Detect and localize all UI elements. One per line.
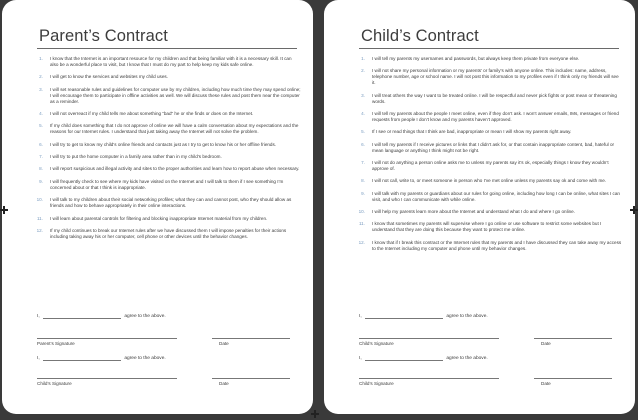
contract-item (25, 216, 301, 222)
contract-item (347, 191, 623, 203)
item-number: 5. (39, 123, 43, 129)
item-text: I will not do anything a person online asks me to unless my parents say it’s ok, especially things I know they wouldn’t approve of. (372, 159, 609, 171)
agreement-suffix: agree to the above. (446, 314, 488, 319)
item-text: If my child does something that I do not approve of online we will have a calm conversation about my expectations and the reasons for our Internet rules. I understand that just taking away the Internet will not solve the problem. (50, 123, 299, 135)
agreement-prefix: I, (359, 356, 362, 361)
contract-item (347, 221, 623, 233)
contract-item (347, 93, 623, 105)
date-label: Date (219, 341, 229, 346)
signature-blank[interactable] (359, 378, 499, 379)
item-text: I know that if I break this contract or the Internet rules that my parents and I have discussed they can take away my access to the Internet including my computer and phone until my behavior changes. (372, 239, 622, 251)
item-number: 8. (39, 166, 43, 172)
item-number: 1. (361, 56, 365, 61)
item-text: I will try to get to know my child’s online friends and contacts just as I try to get to know his or her offline friends. (50, 141, 277, 147)
item-text: I will treat others the way I want to be treated online. I will be respectful and never pick fights or post mean or threatening words. (372, 92, 617, 104)
item-number: 7. (361, 159, 365, 165)
signature-label: Child’s Signature (359, 341, 394, 346)
contract-item (25, 228, 301, 240)
contract-item (347, 178, 623, 184)
contract-item (25, 154, 301, 160)
item-text: I will set reasonable rules and guidelines for computer use by my children, including how much time they may spend online; I will encourage them to participate in offline activities as well. We will discuss these rules and post them near the computer as a reminder. (50, 86, 301, 104)
agreement-line (359, 314, 615, 319)
contract-item (347, 240, 623, 252)
contract-item (25, 197, 301, 209)
item-number: 2. (39, 74, 43, 80)
name-blank[interactable] (365, 314, 443, 319)
item-number: 9. (361, 190, 365, 196)
item-number: 12. (36, 227, 43, 233)
signature-row (37, 378, 293, 390)
contract-item (347, 56, 623, 62)
agreement-line (359, 356, 615, 361)
agreement-prefix: I, (37, 356, 40, 361)
date-blank[interactable] (534, 378, 612, 379)
item-number: 11. (36, 215, 43, 221)
item-number: 12. (358, 239, 365, 245)
item-text: I will report suspicious and illegal activity and sites to the proper authorities and learn how to report abuse when necessary. (50, 166, 300, 172)
item-number: 11. (358, 221, 365, 227)
name-blank[interactable] (43, 314, 121, 319)
contract-item (25, 56, 301, 68)
item-number: 6. (361, 141, 365, 147)
contract-item-list (347, 56, 623, 252)
contract-item (25, 87, 301, 105)
agreement-suffix: agree to the above. (446, 356, 488, 361)
signature-row (359, 378, 615, 390)
agreement-prefix: I, (37, 314, 40, 319)
date-label: Date (219, 381, 229, 386)
contract-item (25, 74, 301, 80)
childs-contract-page (324, 0, 635, 414)
item-number: 8. (361, 178, 365, 184)
item-text: I will frequently check to see where my kids have visited on the Internet and I will talk to them if I see something I’m concerned about or that I think is inappropriate. (50, 178, 284, 190)
item-number: 4. (39, 110, 43, 116)
date-blank[interactable] (212, 338, 290, 339)
signature-blank[interactable] (37, 338, 177, 339)
signature-blank[interactable] (37, 378, 177, 379)
item-text: I will talk to my children about their social networking profiles; what they can and cannot post, who they should allow as friends and how to behave appropriately in their online interactions. (50, 197, 292, 209)
registration-mark-icon (0, 206, 8, 214)
item-text: I will tell my parents about the people I meet online, even if they don’t ask. I won’t answer emails, IMs, messages or friend requests from people I don’t know and my parents haven’t approved. (372, 110, 619, 122)
item-number: 3. (39, 86, 43, 92)
item-text: I know that the Internet is an important resource for my children and that being familiar with it is a necessary skill. It can also be a wonderful place to visit, but I know that I must do my part to help keep my kids safe online. (50, 56, 292, 67)
item-text: I will tell my parents my usernames and passwords, but always keep them private from everyone else. (372, 56, 580, 61)
date-blank[interactable] (534, 338, 612, 339)
page-title: Child’s Contract (361, 27, 479, 45)
item-text: I will learn about parental controls for filtering and blocking inappropriate Internet material from my children. (50, 215, 268, 221)
item-number: 3. (361, 92, 365, 98)
item-text: I will not overreact if my child tells me about something “bad” he or she finds or does on the Internet. (50, 110, 254, 116)
title-divider (359, 48, 619, 49)
contract-item (25, 179, 301, 191)
signature-row (359, 338, 615, 350)
registration-mark-icon (630, 206, 638, 214)
date-blank[interactable] (212, 378, 290, 379)
item-text: I will talk with my parents or guardians about our rules for going online, including how long I can be online, what sites I can visit, and who I can communicate with while online. (372, 190, 620, 202)
item-number: 7. (39, 154, 43, 160)
agreement-suffix: agree to the above. (124, 314, 166, 319)
item-number: 10. (358, 209, 365, 214)
item-number: 5. (361, 129, 365, 135)
signature-row (37, 338, 293, 350)
contract-item (25, 142, 301, 148)
date-label: Date (541, 341, 551, 346)
item-number: 1. (39, 56, 43, 61)
item-text: I will tell my parents if I receive pictures or links that I didn’t ask for, or that contain inappropriate content, bad, hateful or mean language or anything I think might not be right. (372, 141, 615, 153)
contract-item (347, 68, 623, 86)
contract-item (25, 166, 301, 172)
contract-item-list (25, 56, 301, 240)
item-text: I will get to know the services and websites my child uses. (50, 74, 168, 80)
item-text: I know that sometimes my parents will supervise where I go online or use software to restrict some websites but I understand that they are doing this because they want to protect me online. (372, 221, 602, 233)
item-number: 10. (36, 197, 43, 203)
parents-contract-page (2, 0, 313, 414)
item-number: 9. (39, 178, 43, 184)
contract-item (25, 123, 301, 135)
title-divider (37, 48, 297, 49)
name-blank[interactable] (365, 356, 443, 361)
item-number: 2. (361, 68, 365, 74)
item-text: I will try to put the home computer in a family area rather than in my child’s bedroom. (50, 154, 222, 160)
page-title: Parent’s Contract (39, 27, 168, 45)
signature-label: Parent’s Signature (37, 341, 75, 346)
agreement-line (37, 356, 293, 361)
signature-label: Child’s Signature (359, 381, 394, 386)
contract-item (347, 129, 623, 135)
item-text: I will help my parents learn more about the Internet and understand what I do and where I go online. (372, 209, 576, 214)
item-text: I will not call, write to, or meet someone in person who I’ve met online unless my parents say ok and come with me. (372, 178, 607, 184)
agreement-line (37, 314, 293, 319)
contract-item (25, 111, 301, 117)
item-text: If I see or read things that I think are bad, inappropriate or mean I will show my parents right away. (372, 129, 572, 135)
registration-mark-icon (311, 410, 319, 418)
contract-item (347, 111, 623, 123)
agreement-prefix: I, (359, 314, 362, 319)
item-text: If my child continues to break our Internet rules after we have discussed them I will impose penalties for their actions including taking away his or her computer, cell phone or other devices until the behavior changes. (50, 227, 287, 239)
item-number: 4. (361, 110, 365, 116)
agreement-suffix: agree to the above. (124, 356, 166, 361)
date-label: Date (541, 381, 551, 386)
signature-label: Child’s Signature (37, 381, 72, 386)
signature-blank[interactable] (359, 338, 499, 339)
item-number: 6. (39, 141, 43, 147)
contract-item (347, 142, 623, 154)
contract-item (347, 209, 623, 215)
item-text: I will not share my personal information or my parents’ or family’s with anyone online. This includes: name, address, telephone number, age or school name. I will not post this information to my profiles even if I think only my friends will see it. (372, 68, 619, 86)
name-blank[interactable] (43, 356, 121, 361)
contract-item (347, 160, 623, 172)
